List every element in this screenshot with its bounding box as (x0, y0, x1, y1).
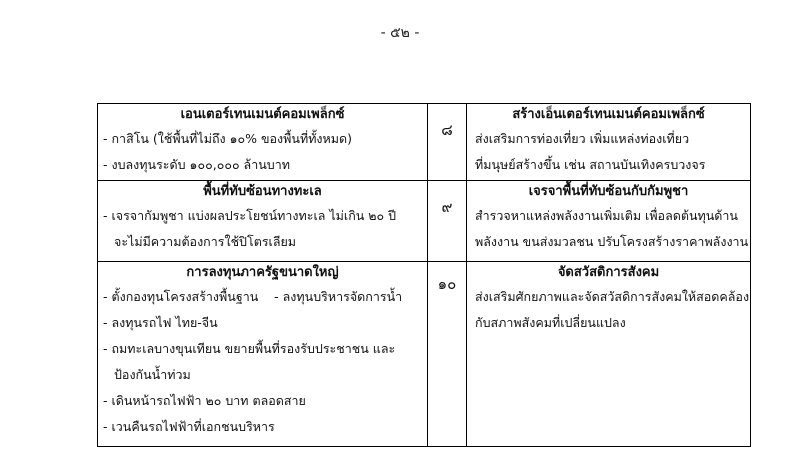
number-cell (428, 262, 467, 447)
table-row (98, 181, 751, 262)
left-cell (98, 104, 428, 181)
right-title: สร้างเอ็นเตอร์เทนเมนต์คอมเพล็กซ์ (512, 107, 705, 122)
right-title: เจรจาพื้นที่ทับซ้อนกับกัมพูชา (528, 184, 689, 199)
table-row (98, 104, 751, 181)
row-number: ๙ (441, 198, 453, 216)
left-item: - ถมทะเลบางขุนเทียน ขยายพื้นที่รองรับประชาชน และ (103, 341, 396, 356)
left-item: จะไม่มีความต้องการใช้ปิโตรเลียม (114, 234, 297, 249)
left-cell (98, 262, 428, 447)
number-cell (428, 104, 467, 181)
right-cell (467, 104, 751, 181)
left-title: พื้นที่ทับซ้อนทางทะเล (203, 184, 322, 199)
right-line: สำรวจหาแหล่งพลังงานเพิ่มเติม เพื่อลดต้นทุนด้าน (475, 208, 738, 223)
left-item: - เดินหน้ารถไฟฟ้า ๒๐ บาท ตลอดสาย (103, 393, 306, 408)
right-line: ที่มนุษย์สร้างขึ้น เช่น สถานบันเทิงครบวงจร (475, 157, 706, 172)
right-line: กับสภาพสังคมที่เปลี่ยนแปลง (475, 315, 626, 330)
page-number: - ๕๒ - (380, 25, 420, 41)
left-item: - กาสิโน (ใช้พื้นที่ไม่ถึง ๑๐% ของพื้นที่ทั้งหมด) (103, 131, 353, 146)
right-line: พลังงาน ขนส่งมวลชน ปรับโครงสร้างราคาพลังงาน (475, 234, 749, 249)
left-item: ป้องกันน้ำท่วม (114, 367, 191, 382)
right-line: ส่งเสริมศักยภาพและจัดสวัสดิการสังคมให้สอดคล้อง (475, 289, 750, 304)
left-item: - ลงทุนรถไฟ ไทย-จีน (103, 315, 218, 330)
left-title: เอนเตอร์เทนเมนต์คอมเพล็กซ์ (180, 107, 345, 122)
left-item: - ตั้งกองทุนโครงสร้างพื้นฐาน - ลงทุนบริหารจัดการน้ำ (103, 289, 403, 304)
left-item: - เวนคืนรถไฟฟ้าที่เอกชนบริหาร (103, 419, 275, 434)
right-title: จัดสวัสดิการสังคม (557, 265, 660, 280)
left-title: การลงทุนภาครัฐขนาดใหญ่ (186, 265, 339, 280)
policy-table (97, 103, 751, 447)
right-line: ส่งเสริมการท่องเที่ยว เพิ่มแหล่งท่องเที่ยว (475, 131, 690, 146)
left-item: - เจรจากัมพูชา แบ่งผลประโยชน์ทางทะเล ไม่เกิน ๒๐ ปี (103, 208, 397, 223)
number-cell (428, 181, 467, 262)
right-cell (467, 262, 751, 447)
left-cell (98, 181, 428, 262)
table-row (98, 262, 751, 447)
left-item: - งบลงทุนระดับ ๑๐๐,๐๐๐ ล้านบาท (103, 157, 290, 172)
row-number: ๘ (441, 121, 453, 139)
row-number: ๑๐ (437, 275, 457, 293)
right-cell (467, 181, 751, 262)
